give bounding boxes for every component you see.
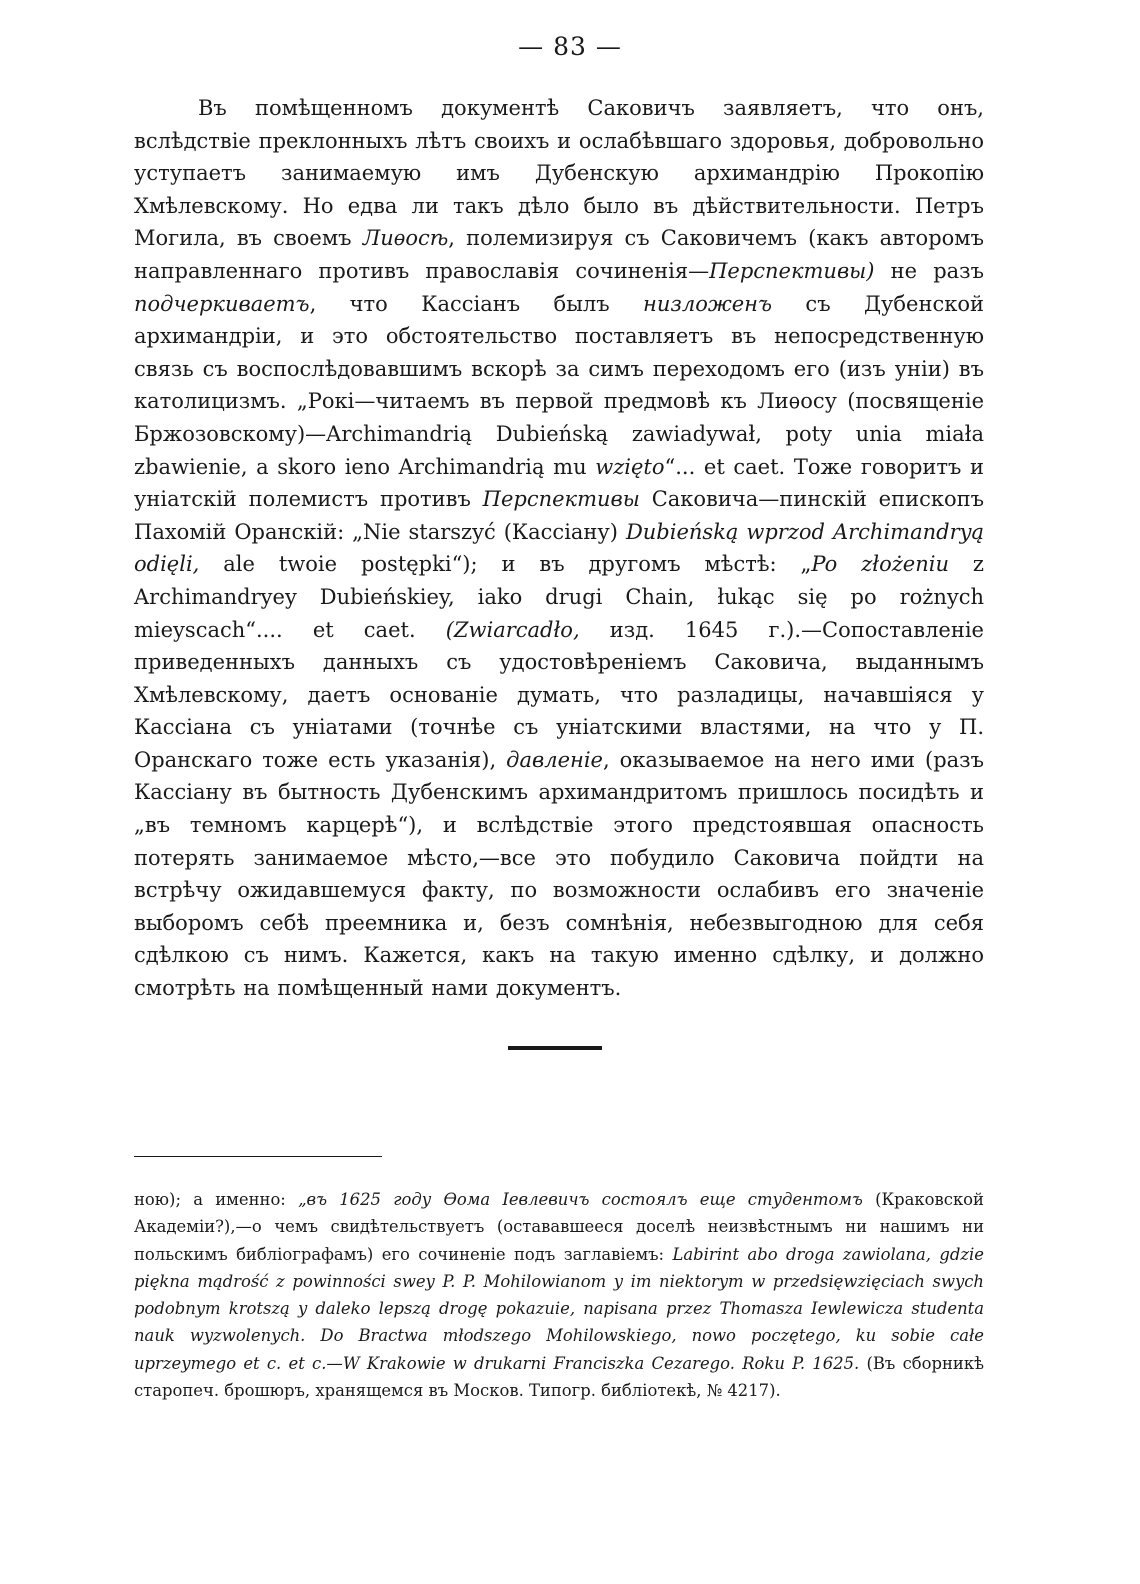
text-run: ale twoie postępki“); и въ другомъ мѣстѣ: „ [199,552,812,577]
page-number: — 83 — [518,32,622,61]
italic-run: давленіе [506,747,603,772]
italic-run: низложенъ [643,291,772,316]
italic-run: Перспективы [482,487,640,512]
italic-run: „въ 1625 году Ѳома Іевлевичъ состоялъ еще студентомъ [298,1190,863,1209]
text-run: , что Кассіанъ былъ [309,291,644,316]
text-run: “... et caet. Тоже говоритъ и уніатскій полемистъ противъ [134,454,985,512]
section-end-rule [508,1046,602,1050]
italic-run: Labirint abo droga zawiolana, gdzie piękna mądrość z powinności swey P. P. Mohilowianom y im niektorym w przedsięwzięciach swych podobnym krotszą y daleko lepszą drogę pokazuie, napisana przez Thomasza Iewlewicza studenta nauk wyzwolenych. Do Bractwa młodszego Mohilowskiego, nowo poczętego, ku sobie całe uprzeymego et c. et c.—W Krakowie w drukarni Franciszka Cezarego. Roku P. 1625. [134,1244,984,1373]
text-run: ною); а именно: [134,1190,299,1209]
text-run: Саковича—пинскій епископъ Пахомій Оранскій: „Nie starszyć (Кассіану) [134,487,984,544]
text-run: (Въ сборникѣ старопеч. брошюръ, хранящемся въ Москов. Типогр. библіотекѣ, № 4217). [134,1353,984,1401]
italic-run: Перспективы) [709,258,875,283]
italic-run: подчеркиваетъ [134,291,310,316]
italic-run: wzięto [595,454,665,479]
italic-run: (Zwiarcadło, [445,617,580,642]
text-run: Въ помѣщенномъ документѣ Саковичъ заявляетъ, что онъ, вслѣдствіе преклонныхъ лѣтъ своихъ и ослабѣвшаго здоровья, добровольно уступаетъ занимаемую имъ Дубенскую архимандрію Прокопію Хмѣлевскому. Но едва ли такъ дѣло было въ дѣйствительности. Петръ Могила, въ своемъ [134,96,984,251]
italic-run: Лиѳосѣ [362,226,449,251]
main-paragraph [134,92,984,1005]
text-run: (Краковской Академіи?),—о чемъ свидѣтельствуетъ (остававшееся доселѣ неизвѣстнымъ ни нашимъ ни польскимъ библіографамъ) его сочиненіе подъ заглавіемъ: [134,1190,984,1264]
text-run: z Archimandryey Dubieńskiey, iako drugi Chain, łukąc się po rożnych mieyscach“.... et caet. [134,552,984,642]
italic-run: Dubieńską wprzod Archimandryą odięli, [134,519,984,577]
text-run: , оказываемое на него ими (разъ Кассіану въ бытность Дубенскимъ архимандритомъ пришлось посидѣть и „въ темномъ карцерѣ“), и вслѣдствіе этого предстоявшая опасность потерять занимаемое мѣсто,—все это побудило Саковича пойдти на встрѣчу ожидавшемуся факту, по возможности ослабивъ его значеніе выборомъ себѣ преемника и, безъ сомнѣнія, небезвыгодною для себя сдѣлкою съ нимъ. Кажется, какъ на такую именно сдѣлку, и должно смотрѣть на помѣщенный нами документъ. [134,747,984,1001]
text-run: съ Дубенской архимандріи, и это обстоятельство поставляетъ въ непосредственную связь съ воспослѣдовавшимъ вскорѣ за симъ переходомъ его (изъ уніи) въ католицизмъ. „Рокі—читаемъ въ первой предмовѣ къ Лиѳосу (посвященіе Бржозовскому)—Archimandrią Dubieńską zawiadywał, poty unia miała zbawienie, a skoro ieno Archimandrią mu [134,291,984,479]
text-run: изд. 1645 г.).—Сопоставленіе приведенныхъ данныхъ съ удостовѣреніемъ Саковича, выданнымъ Хмѣлевскому, даетъ основаніе думать, что разладицы, начавшіяся у Кассіана съ уніатами (точнѣе съ уніатскими властями, на что у П. Оранскаго тоже есть указанія), [134,617,984,772]
text-run: не разъ [874,258,984,283]
text-run: , полемизируя съ Саковичемъ (какъ авторомъ направленнаго противъ православія сочиненія— [134,226,984,283]
footnote-separator [134,1156,382,1157]
italic-run: Po złożeniu [811,552,950,577]
footnote-text [134,1186,984,1404]
